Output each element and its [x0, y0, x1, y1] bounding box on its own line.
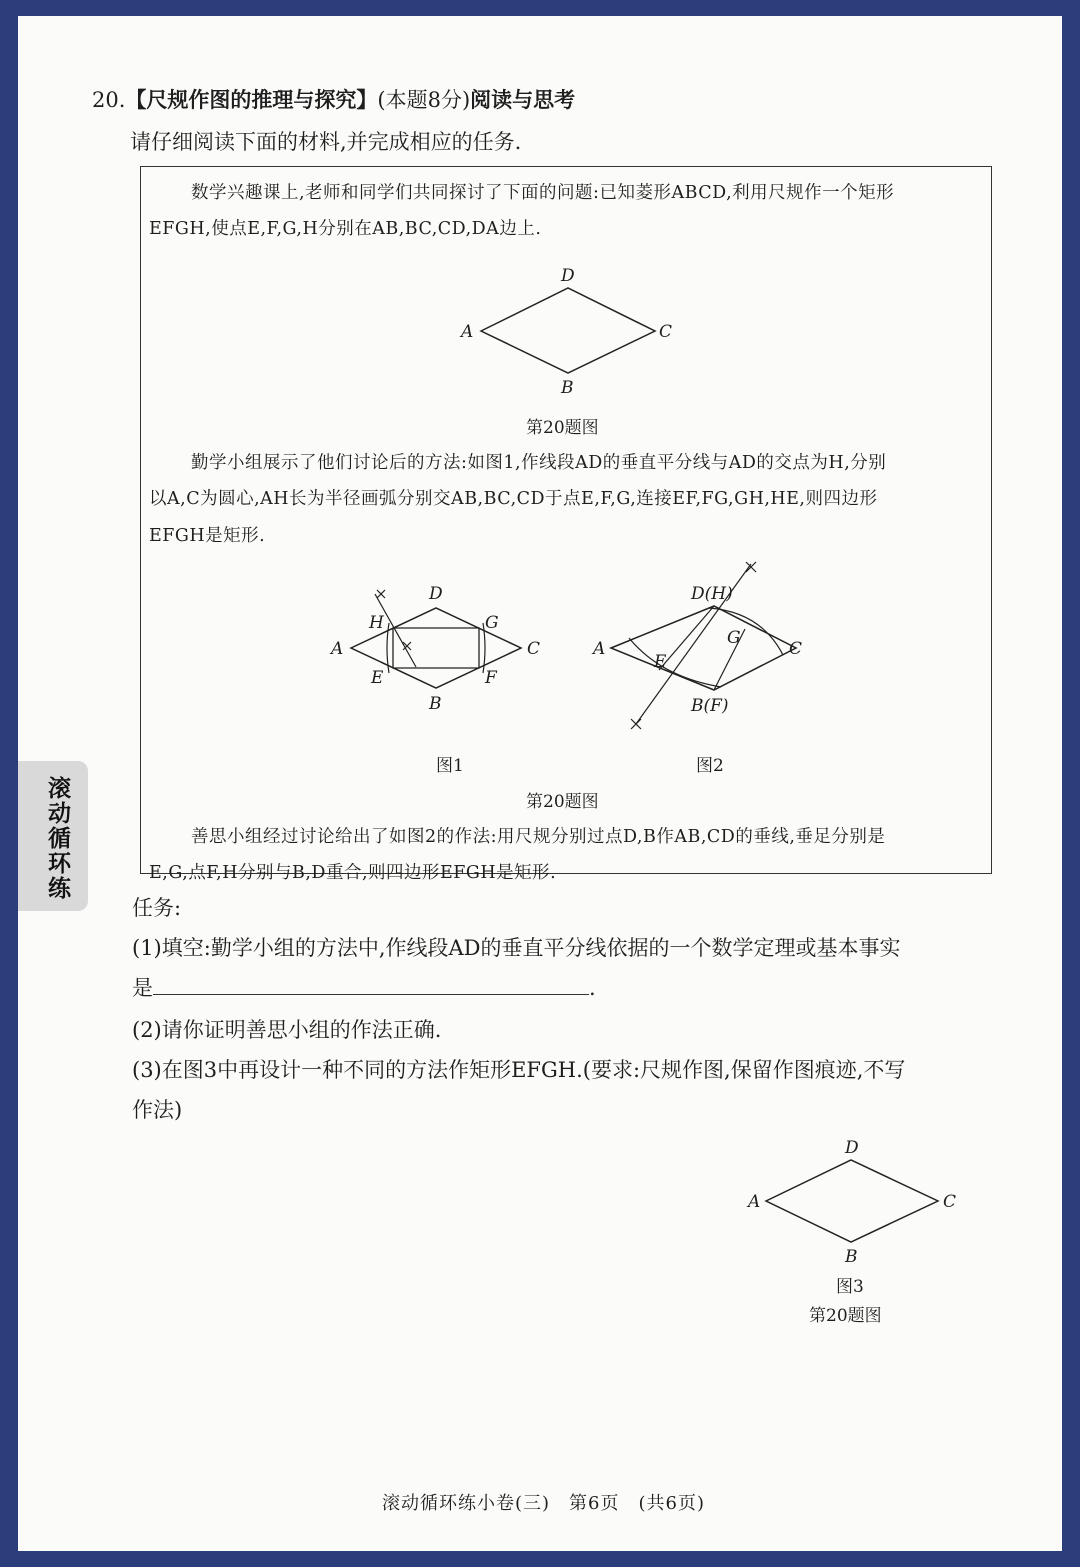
material-para2-line3: EFGH是矩形. [149, 526, 266, 546]
material-figures [141, 167, 991, 873]
fig1-caption: 图1 [436, 756, 464, 776]
figure-3 [728, 1126, 988, 1266]
material-box [140, 166, 992, 883]
page-footer: 滚动循环练小卷(三) 第6页 (共6页) [382, 1493, 705, 1514]
side-tab [18, 761, 88, 911]
task-2: (2)请你证明善思小组的作法正确. [132, 1018, 442, 1042]
fig2-label-A: A [593, 639, 606, 659]
material-para3-line2: E,G,点F,H分别与B,D重合,则四边形EFGH是矩形. [149, 863, 557, 883]
figure-1 [329, 584, 540, 714]
fig1-label-E: E [371, 668, 384, 688]
fig2-label-BF: B(F) [691, 696, 729, 716]
material-para2-line1: 勤学小组展示了他们讨论后的方法:如图1,作线段AD的垂直平分线与AD的交点为H,分别 [191, 453, 887, 473]
task-1-suffix: . [589, 976, 596, 1000]
task-3-line2: 作法) [132, 1098, 183, 1122]
fig3-label-A: A [748, 1192, 761, 1212]
task-1-line1: (1)填空:勤学小组的方法中,作线段AD的垂直平分线依据的一个数学定理或基本事实 [132, 936, 901, 960]
question-intro: 请仔细阅读下面的材料,并完成相应的任务. [130, 130, 522, 154]
material-para1-line1: 数学兴趣课上,老师和同学们共同探讨了下面的问题:已知菱形ABCD,利用尺规作一个矩形 [191, 183, 895, 203]
fig1-label-H: H [369, 613, 384, 633]
task-1-prefix: 是 [132, 976, 153, 1000]
task-3-line1: (3)在图3中再设计一种不同的方法作矩形EFGH.(要求:尺规作图,保留作图痕迹,不写 [132, 1058, 906, 1082]
material-para3-line1: 善思小组经过讨论给出了如图2的作法:用尺规分别过点D,B作AB,CD的垂线,垂足分别是 [191, 827, 886, 847]
fig12-caption: 第20题图 [526, 792, 599, 812]
fig1-label-F: F [485, 668, 497, 688]
task-1-line2 [132, 972, 596, 1002]
material-para1-line2: EFGH,使点E,F,G,H分别在AB,BC,CD,DA边上. [149, 219, 542, 239]
fig3-label-B: B [845, 1247, 858, 1266]
exam-page [18, 16, 1062, 1551]
fig2-caption: 图2 [696, 756, 724, 776]
fig2-label-C: C [789, 639, 803, 659]
fig2-label-E: E [654, 652, 667, 672]
fig1-label-A: A [331, 639, 344, 659]
fig1-label-D: D [429, 584, 443, 604]
question-tag: 【尺规作图的推理与探究】 [125, 88, 378, 112]
fig3-label-C: C [943, 1192, 957, 1212]
question-type: 阅读与思考 [470, 88, 576, 112]
fig1-label-C: C [527, 639, 541, 659]
fig3-caption: 第20题图 [809, 1306, 882, 1326]
fig2-label-G: G [727, 628, 741, 648]
material-para2-line2: 以A,C为圆心,AH长为半径画弧分别交AB,BC,CD于点E,F,G,连接EF,FG,GH,HE,则四边形 [149, 489, 878, 509]
question-title [92, 84, 575, 114]
fig3-label: 图3 [836, 1277, 864, 1297]
label-B: B [561, 378, 574, 398]
fig2-label-DH: D(H) [691, 584, 733, 604]
fig1-label-B: B [429, 694, 442, 714]
figure-2 [591, 562, 802, 729]
tasks-heading: 任务: [132, 896, 182, 920]
label-A: A [461, 322, 474, 342]
answer-blank[interactable] [153, 976, 589, 995]
fig1-label-G: G [485, 613, 499, 633]
label-D: D [561, 266, 575, 286]
rhombus-top [459, 266, 672, 398]
side-tab-label: 滚动循环练 [48, 776, 71, 902]
fig0-caption: 第20题图 [526, 418, 599, 438]
score-note: (本题8分) [377, 88, 471, 112]
label-C: C [659, 322, 673, 342]
question-number: 20. [92, 88, 126, 112]
fig3-label-D: D [845, 1138, 859, 1158]
